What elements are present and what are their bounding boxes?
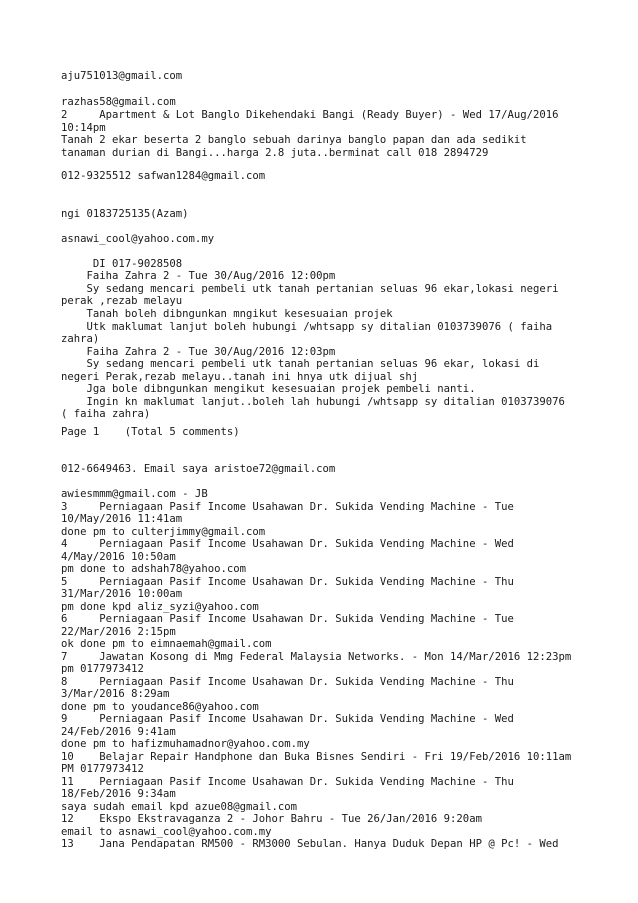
comment-line: Tanah boleh dibngunkan mngikut kesesuaian projek <box>61 308 393 320</box>
contact-line: DI 017-9028508 <box>61 258 183 270</box>
comment-line: Sy sedang mencari pembeli utk tanah pertanian seluas 96 ekar,lokasi negeri <box>61 283 559 295</box>
listing-time-line: 4/May/2016 10:50am <box>61 551 176 563</box>
listing-title-line: 4 Perniagaan Pasif Income Usahawan Dr. Sukida Vending Machine - Wed <box>61 538 514 550</box>
listing-time-line: 18/Feb/2016 9:34am <box>61 788 176 800</box>
listing-title-line: 5 Perniagaan Pasif Income Usahawan Dr. Sukida Vending Machine - Thu <box>61 576 514 588</box>
note-line: PM 0177973412 <box>61 763 144 775</box>
listing-title-line: 10 Belajar Repair Handphone dan Buka Bisnes Sendiri - Fri 19/Feb/2016 10:11am <box>61 751 572 763</box>
note-line: pm done to adshah78@yahoo.com <box>61 563 246 575</box>
note-line: pm done kpd aliz_syzi@yahoo.com <box>61 601 259 613</box>
listing-time-line: 24/Feb/2016 9:41am <box>61 726 176 738</box>
contact-line: 012-6649463. Email saya aristoe72@gmail.com <box>61 463 336 475</box>
listing-title-line: 12 Ekspo Ekstravaganza 2 - Johor Bahru - Tue 26/Jan/2016 9:20am <box>61 813 482 825</box>
listing-title-line: 11 Perniagaan Pasif Income Usahawan Dr. Sukida Vending Machine - Thu <box>61 776 514 788</box>
note-line: ok done pm to eimnaemah@gmail.com <box>61 638 272 650</box>
listing-title-line: 2 Apartment & Lot Banglo Dikehendaki Bangi (Ready Buyer) - Wed 17/Aug/2016 <box>61 109 559 121</box>
listing-title-line: 6 Perniagaan Pasif Income Usahawan Dr. Sukida Vending Machine - Tue <box>61 613 514 625</box>
comment-line: perak ,rezab melayu <box>61 295 183 307</box>
page-indicator: Page 1 (Total 5 comments) <box>61 426 240 438</box>
listing-title-line: 8 Perniagaan Pasif Income Usahawan Dr. Sukida Vending Machine - Thu <box>61 676 514 688</box>
listing-time-line: 10:14pm <box>61 122 106 134</box>
contact-line: ngi 0183725135(Azam) <box>61 208 189 220</box>
comment-line: Tanah 2 ekar beserta 2 banglo sebuah darinya banglo papan dan ada sedikit <box>61 134 527 146</box>
note-line: email to asnawi_cool@yahoo.com.my <box>61 826 272 838</box>
contact-line: 012-9325512 safwan1284@gmail.com <box>61 170 266 182</box>
note-line: done pm to youdance86@yahoo.com <box>61 701 259 713</box>
comment-header-line: Faiha Zahra 2 - Tue 30/Aug/2016 12:03pm <box>61 346 336 358</box>
comment-line: Jga bole dibngunkan mengikut kesesuaian projek pembeli nanti. <box>61 383 476 395</box>
listing-title-line: 13 Jana Pendapatan RM500 - RM3000 Sebulan. Hanya Duduk Depan HP @ Pc! - Wed <box>61 838 559 850</box>
comment-line: ( faiha zahra) <box>61 408 151 420</box>
note-line: saya sudah email kpd azue08@gmail.com <box>61 801 297 813</box>
listing-time-line: 22/Mar/2016 2:15pm <box>61 626 176 638</box>
email-line: aju751013@gmail.com <box>61 70 183 82</box>
email-line: razhas58@gmail.com <box>61 96 176 108</box>
comment-line: Utk maklumat lanjut boleh hubungi /whtsapp sy ditalian 0103739076 ( faiha <box>61 321 553 333</box>
note-line: done pm to culterjimmy@gmail.com <box>61 526 266 538</box>
listing-title-line: 3 Perniagaan Pasif Income Usahawan Dr. Sukida Vending Machine - Tue <box>61 501 514 513</box>
comment-line: Sy sedang mencari pembeli utk tanah pertanian seluas 96 ekar, lokasi di <box>61 358 540 370</box>
comment-line: Ingin kn maklumat lanjut..boleh lah hubungi /whtsapp sy ditalian 0103739076 <box>61 396 565 408</box>
comment-line: negeri Perak,rezab melayu..tanah ini hnya utk dijual shj <box>61 371 419 383</box>
listing-time-line: 3/Mar/2016 8:29am <box>61 688 170 700</box>
listing-title-line: 9 Perniagaan Pasif Income Usahawan Dr. Sukida Vending Machine - Wed <box>61 713 514 725</box>
listing-time-line: 31/Mar/2016 10:00am <box>61 588 183 600</box>
comment-line: zahra) <box>61 333 100 345</box>
comment-header-line: Faiha Zahra 2 - Tue 30/Aug/2016 12:00pm <box>61 270 336 282</box>
listing-title-line: 7 Jawatan Kosong di Mmg Federal Malaysia Networks. - Mon 14/Mar/2016 12:23pm <box>61 651 572 663</box>
note-line: pm 0177973412 <box>61 663 144 675</box>
note-line: done pm to hafizmuhamadnor@yahoo.com.my <box>61 738 310 750</box>
email-line: asnawi_cool@yahoo.com.my <box>61 233 215 245</box>
listing-time-line: 10/May/2016 11:41am <box>61 513 183 525</box>
email-line: awiesmmm@gmail.com - JB <box>61 488 208 500</box>
comment-line: tanaman durian di Bangi...harga 2.8 juta..berminat call 018 2894729 <box>61 147 489 159</box>
